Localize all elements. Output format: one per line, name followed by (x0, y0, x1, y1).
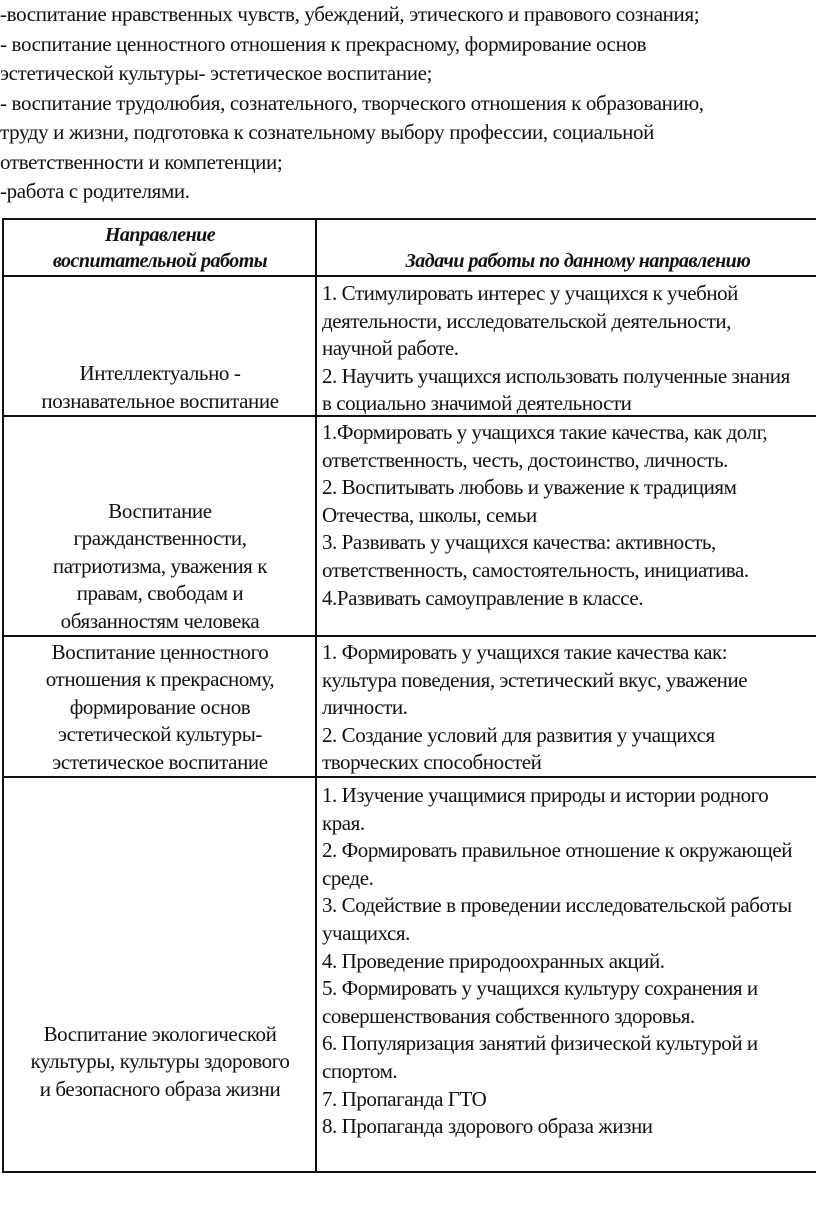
intro-line: труду и жизни, подготовка к сознательному выбору профессии, социальной (0, 120, 655, 144)
intro-line: -воспитание нравственных чувств, убеждений, этического и правового сознания; (0, 2, 700, 26)
task-line: 4. Проведение природоохранных акций. (322, 948, 665, 973)
task-line: 1. Изучение учащимися природы и истории родного (322, 783, 769, 807)
task-line: 2. Научить учащихся использовать полученные знания (322, 363, 790, 388)
row-tasks-cell (322, 782, 816, 1141)
header-direction-line: Направление (104, 224, 216, 246)
task-line: творческих способностей (322, 750, 542, 775)
direction-line: Воспитание (108, 498, 212, 523)
task-line: 4.Развивать самоуправление в классе. (322, 585, 643, 610)
row-direction-cell (4, 778, 316, 1103)
task-line: 1.Формировать у учащихся такие качества, как долг, (322, 420, 768, 444)
direction-line: формирование основ (69, 694, 251, 719)
row-tasks-cell (322, 639, 816, 777)
direction-line: познавательное воспитание (41, 388, 279, 413)
task-line: в социально значимой деятельности (322, 391, 632, 416)
task-line: учащихся. (322, 920, 410, 945)
task-line: 1. Стимулировать интерес у учащихся к учебной (322, 281, 738, 305)
direction-line: Воспитание экологической (43, 1021, 277, 1046)
direction-line: отношения к прекрасному, (45, 667, 275, 691)
task-line: личности. (322, 695, 408, 720)
row-tasks-cell (322, 280, 816, 418)
task-line: 2. Воспитывать любовь и уважение к традициям (322, 475, 737, 500)
task-line: 6. Популяризация занятий физической культурой и (322, 1031, 758, 1056)
intro-list (0, 0, 816, 207)
table-border-bottom (2, 1171, 816, 1173)
header-direction (4, 222, 316, 274)
task-line: научной работе. (322, 336, 459, 361)
task-line: среде. (322, 865, 374, 890)
direction-line: Интеллектуально - (79, 361, 241, 385)
task-line: деятельности, исследовательской деятельности, (322, 308, 731, 333)
row-direction-cell (4, 277, 316, 415)
row-direction-cell (4, 637, 316, 776)
task-line: 5. Формировать у учащихся культуру сохранения и (322, 976, 758, 1001)
task-line: края. (322, 810, 365, 835)
header-tasks: Задачи работы по данному направлению (405, 250, 751, 272)
direction-line: патриотизма, уважения к (52, 553, 268, 578)
task-line: ответственность, самостоятельность, инициатива. (322, 557, 749, 582)
header-direction-line: воспитательной работы (52, 250, 268, 272)
task-line: Отечества, школы, семьи (322, 502, 537, 527)
task-line: 1. Формировать у учащихся такие качества как: (322, 640, 728, 664)
task-line: 3. Развивать у учащихся качества: активность, (322, 530, 716, 555)
direction-line: эстетическое воспитание (52, 749, 268, 774)
task-line: 7. Пропаганда ГТО (322, 1086, 487, 1111)
direction-line: и безопасного образа жизни (39, 1076, 281, 1101)
direction-line: обязанностям человека (60, 608, 260, 633)
task-line: 2. Формировать правильное отношение к окружающей (322, 838, 792, 863)
task-line: спортом. (322, 1058, 398, 1083)
row-tasks-cell (322, 419, 816, 612)
task-line: 3. Содействие в проведении исследовательской работы (322, 893, 792, 918)
direction-line: культуры, культуры здорового (30, 1049, 290, 1073)
directions-table (2, 218, 816, 1173)
intro-line: ответственности и компетенции; (0, 149, 283, 174)
task-line: ответственность, честь, достоинство, личность. (322, 447, 728, 472)
direction-line: гражданственности, (73, 526, 247, 550)
direction-line: правам, свободам и (76, 581, 244, 605)
task-line: 2. Создание условий для развития у учащихся (322, 722, 715, 747)
intro-line: - воспитание ценностного отношения к прекрасному, формирование основ (0, 31, 647, 56)
direction-line: Воспитание ценностного (51, 639, 269, 664)
intro-line: -работа с родителями. (0, 179, 190, 203)
intro-line: - воспитание трудолюбия, сознательного, творческого отношения к образованию, (0, 90, 704, 115)
task-line: совершенствования собственного здоровья. (322, 1003, 695, 1028)
task-line: культура поведения, эстетический вкус, уважение (322, 667, 748, 692)
row-direction-cell (4, 417, 316, 635)
task-line: 8. Пропаганда здорового образа жизни (322, 1114, 653, 1139)
direction-line: эстетической культуры- (57, 722, 263, 746)
table-border-top (2, 218, 816, 220)
intro-line: эстетической культуры- эстетическое воспитание; (0, 61, 433, 85)
